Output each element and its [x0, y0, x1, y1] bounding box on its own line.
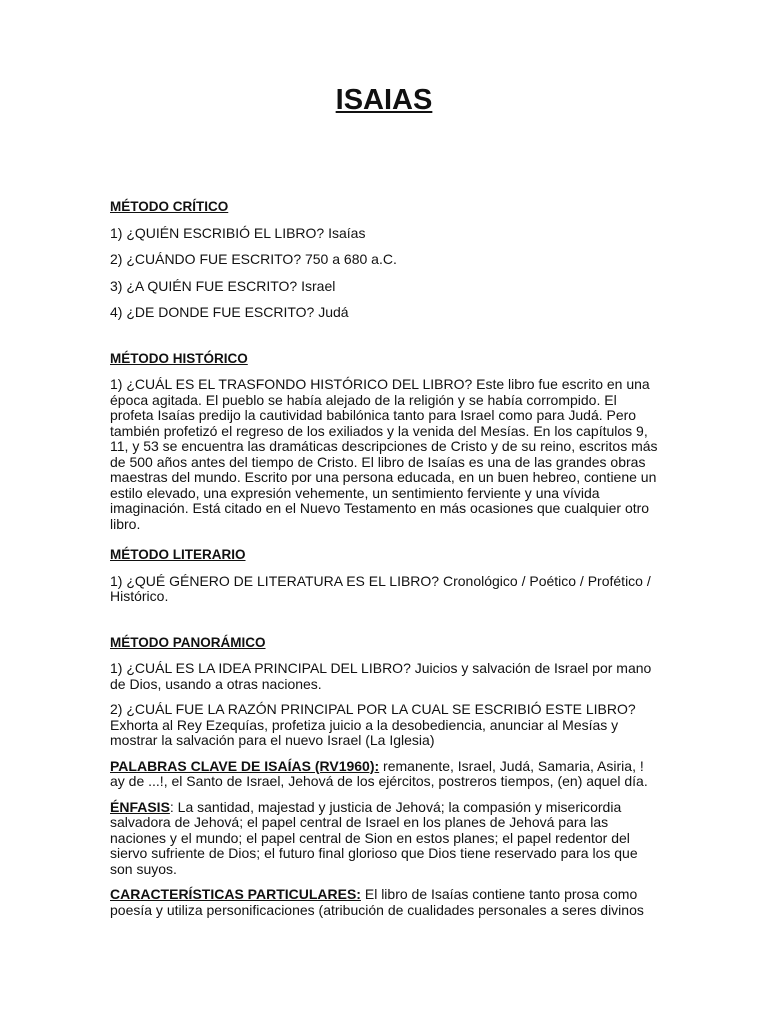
- critico-question-2: 2) ¿CUÁNDO FUE ESCRITO? 750 a 680 a.C.: [110, 251, 397, 267]
- heading-metodo-panoramico: MÉTODO PANORÁMICO: [110, 634, 266, 650]
- caracteristicas-label: CARACTERÍSTICAS PARTICULARES:: [110, 886, 361, 902]
- heading-metodo-critico: MÉTODO CRÍTICO: [110, 199, 229, 214]
- panoramico-question-2: 2) ¿CUÁL FUE LA RAZÓN PRINCIPAL POR LA CUAL SE ESCRIBIÓ ESTE LIBRO? Exhorta al Rey Ezequías, profetiza juicio a la desobediencia, anunciar al Mesías y mostrar la salvación para el nuevo Israel (La Iglesia): [110, 701, 636, 748]
- document-body: [110, 199, 660, 918]
- caracteristicas-text: El libro de Isaías contiene tanto prosa como poesía y utiliza personificaciones (atribución de cualidades personales a seres divinos: [110, 886, 644, 918]
- caracteristicas-paragraph: [110, 887, 660, 918]
- critico-question-1: 1) ¿QUIÉN ESCRIBIÓ EL LIBRO? Isaías: [110, 224, 366, 241]
- enfasis-label: ÉNFASIS: [110, 798, 170, 815]
- heading-metodo-literario: MÉTODO LITERARIO: [110, 547, 246, 562]
- palabras-clave-text: remanente, Israel, Judá, Samaria, Asiria, ! ay de ...!, el Santo de Israel, Jehová de los ejércitos, postreros tiempos, (en) aquel día.: [110, 757, 648, 789]
- heading-metodo-historico: MÉTODO HISTÓRICO: [110, 350, 248, 366]
- historico-question-1: 1) ¿CUÁL ES EL TRASFONDO HISTÓRICO DEL LIBRO? Este libro fue escrito en una época agitada. El pueblo se había alejado de la religión y se había corrompido. El profeta Isaías predijo la cautividad babilónica tanto para Israel como para Judá. Pero también profetizó el regreso de los exiliados y la venida del Mesías. En los capítulos 9, 11, y 53 se encuentra las dramáticas descripciones de Cristo y de su reino, escritos más de 500 años antes del tiempo de Cristo. El libro de Isaías es una de las grandes obras maestras del mundo. Escrito por una persona educada, en un buen hebreo, contiene un estilo elevado, una expresión vehemente, un sentimiento ferviente y una vívida imaginación. Está citado en el Nuevo Testamento en más ocasiones que cualquier otro libro.: [110, 376, 658, 532]
- critico-question-3: 3) ¿A QUIÉN FUE ESCRITO? Israel: [110, 277, 336, 294]
- palabras-clave-paragraph: [110, 759, 660, 790]
- enfasis-text: : La santidad, majestad y justicia de Jehová; la compasión y misericordia salvadora de Jehová; el papel central de Israel en los planes de Jehová para las naciones y el mundo; el papel central de Sion en estos planes; el papel redentor del siervo sufriente de Dios; el futuro final glorioso que Dios tiene reservado para los que son suyos.: [110, 798, 638, 877]
- palabras-clave-label: PALABRAS CLAVE DE ISAÍAS (RV1960):: [110, 757, 380, 774]
- document-title: ISAIAS: [335, 84, 433, 116]
- critico-question-4: 4) ¿DE DONDE FUE ESCRITO? Judá: [110, 304, 349, 320]
- panoramico-question-1: 1) ¿CUÁL ES LA IDEA PRINCIPAL DEL LIBRO? Juicios y salvación de Israel por mano de Dios, usando a otras naciones.: [110, 660, 652, 692]
- enfasis-paragraph: [110, 800, 660, 878]
- literario-question-1: 1) ¿QUÉ GÉNERO DE LITERATURA ES EL LIBRO? Cronológico / Poético / Profético / Histórico.: [110, 572, 651, 604]
